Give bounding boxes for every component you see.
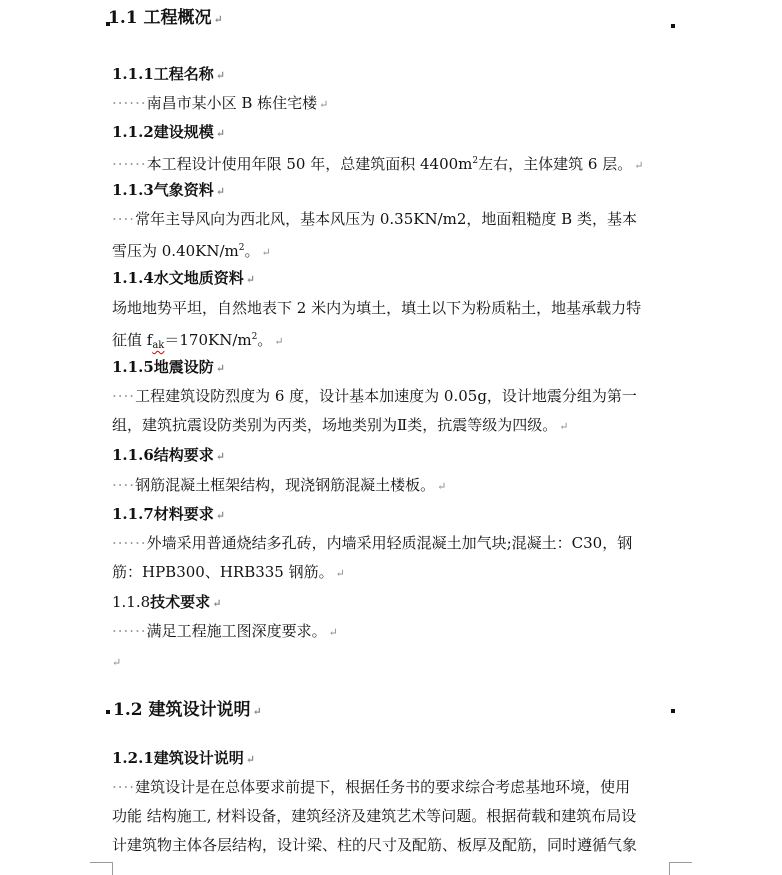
- indent-dots: ······: [112, 155, 147, 173]
- section-1-1-5-text-line-1: [112, 386, 670, 406]
- paragraph-text: 钢筋混凝土框架结构，现浇钢筋混凝土楼板。: [135, 476, 436, 494]
- heading-end-marker: [671, 709, 675, 713]
- paragraph-text: 左右，主体建筑 6 层。: [478, 155, 633, 173]
- paragraph-mark-icon: ↵: [215, 450, 225, 463]
- paragraph-mark-icon: ↵: [328, 626, 338, 639]
- section-1-1-8-heading: [112, 592, 670, 614]
- paragraph-text: 工程建筑设防烈度为 6 度，设计基本加速度为 0.05g，设计地震分组为第一: [135, 387, 637, 405]
- heading-number: 1.1: [108, 8, 138, 28]
- section-number: 1.1.8: [112, 593, 151, 611]
- section-1-1-4-text-line-2: [112, 327, 670, 356]
- paragraph-text: 雪压为 0.40KN/m: [112, 242, 239, 260]
- paragraph-text: 场地地势平坦，自然地表下 2 米内为填土，填土以下为粉质粘土，地基承载力特: [112, 299, 642, 317]
- heading-bullet-marker: [106, 710, 110, 714]
- indent-dots: ······: [112, 622, 147, 640]
- section-1-2-1-text-line-3: [112, 835, 670, 855]
- paragraph-text: 筋：HPB300、HRB335 钢筋。: [112, 563, 334, 581]
- section-1-1-7-text-line-1: [112, 533, 670, 553]
- paragraph-mark-icon: ↵: [261, 246, 271, 259]
- paragraph-mark-icon: ↵: [245, 273, 255, 286]
- paragraph-mark-icon: ↵: [215, 127, 225, 140]
- paragraph-text: 。: [257, 331, 273, 349]
- paragraph-text: 本工程设计使用年限 50 年，总建筑面积 4400m: [146, 155, 473, 173]
- section-1-1-3-heading: [112, 180, 670, 202]
- section-1-1-2-text: [112, 151, 670, 176]
- paragraph-mark-icon: ↵: [215, 509, 225, 522]
- section-number: 1.1.7: [112, 505, 154, 523]
- indent-dots: ····: [112, 387, 136, 405]
- section-number: 1.1.3: [112, 181, 154, 199]
- heading-title: 建筑设计说明: [148, 700, 251, 720]
- paragraph-text: 计建筑物主体各层结构，设计梁、柱的尺寸及配筋、板厚及配筋，同时遵循气象: [112, 836, 638, 854]
- section-1-1-1-text: [112, 93, 670, 115]
- section-1-1-5-text-line-2: [112, 415, 670, 437]
- indent-dots: ····: [112, 778, 136, 796]
- section-1-1-4-heading: [112, 268, 670, 290]
- section-title: 工程名称: [153, 65, 214, 83]
- superscript: 2: [472, 156, 479, 166]
- section-1-2-1-text-line-2: [112, 806, 670, 826]
- section-1-1-7-heading: [112, 504, 670, 526]
- paragraph-mark-icon: ↵: [215, 362, 225, 375]
- superscript: 2: [251, 332, 258, 342]
- paragraph-text: ＝170KN/m: [164, 331, 252, 349]
- section-number: 1.1.4: [112, 269, 154, 287]
- section-1-2-1-heading: [112, 748, 670, 770]
- heading-end-marker: [671, 24, 675, 28]
- paragraph-text: 满足工程施工图深度要求。: [146, 622, 327, 640]
- indent-dots: ····: [112, 476, 136, 494]
- paragraph-mark-icon: ↵: [335, 567, 345, 580]
- paragraph-mark-icon: ↵: [213, 13, 223, 26]
- section-number: 1.1.5: [112, 358, 154, 376]
- paragraph-text: 征值 f: [112, 331, 153, 349]
- paragraph-text: 。: [244, 242, 260, 260]
- paragraph-text: 南昌市某小区 B 栋住宅楼: [146, 94, 318, 112]
- section-title: 气象资料: [153, 181, 214, 199]
- section-title: 地震设防: [153, 358, 214, 376]
- section-1-1-2-heading: [112, 122, 670, 144]
- paragraph-mark-icon: ↵: [245, 753, 255, 766]
- heading-title: 工程概况: [143, 8, 212, 28]
- superscript: 2: [238, 243, 245, 253]
- section-1-1-1-heading: [112, 64, 670, 86]
- indent-dots: ······: [112, 94, 147, 112]
- paragraph-mark-icon: ↵: [252, 705, 262, 718]
- paragraph-text: 外墙采用普通烧结多孔砖，内墙采用轻质混凝土加气块;混凝土：C30，钢: [146, 534, 633, 552]
- section-title: 水文地质资料: [153, 269, 244, 287]
- section-title: 材料要求: [153, 505, 214, 523]
- subscript: ak: [152, 340, 165, 351]
- section-title: 技术要求: [150, 593, 211, 611]
- section-1-1-5-heading: [112, 357, 670, 379]
- heading-number: 1.2: [113, 700, 143, 720]
- indent-dots: ····: [112, 210, 136, 228]
- paragraph-text: 建筑设计是在总体要求前提下，根据任务书的要求综合考虑基地环境，使用: [135, 778, 631, 796]
- section-1-1-3-text-line-2: [112, 238, 670, 263]
- paragraph-mark-icon: ↵: [112, 656, 122, 669]
- paragraph-mark-icon: ↵: [437, 480, 447, 493]
- paragraph-text: 常年主导风向为西北风，基本风压为 0.35KN/m2，地面粗糙度 B 类，基本: [135, 210, 637, 228]
- empty-paragraph: [112, 651, 670, 673]
- indent-dots: ······: [112, 534, 147, 552]
- heading-1-1: [108, 8, 670, 30]
- page-margin-corner-right: [669, 862, 692, 875]
- section-number: 1.1.6: [112, 446, 154, 464]
- paragraph-mark-icon: ↵: [559, 420, 569, 433]
- paragraph-mark-icon: ↵: [634, 159, 644, 172]
- section-number: 1.1.1: [112, 65, 154, 83]
- heading-1-2: [113, 700, 670, 722]
- paragraph-mark-icon: ↵: [274, 335, 284, 348]
- paragraph-mark-icon: ↵: [212, 597, 222, 610]
- paragraph-text: 功能 结构施工, 材料设备，建筑经济及建筑艺术等问题。根据荷载和建筑布局设: [112, 807, 637, 825]
- section-1-1-6-heading: [112, 445, 670, 467]
- section-1-1-4-text-line-1: [112, 298, 670, 318]
- section-title: 结构要求: [153, 446, 214, 464]
- page-margin-corner-left: [90, 862, 113, 875]
- section-1-1-7-text-line-2: [112, 562, 670, 584]
- paragraph-mark-icon: ↵: [319, 98, 329, 111]
- section-1-1-3-text-line-1: [112, 209, 670, 229]
- section-1-1-6-text: [112, 475, 670, 497]
- paragraph-mark-icon: ↵: [215, 185, 225, 198]
- section-number: 1.2.1: [112, 749, 154, 767]
- section-1-1-8-text: [112, 621, 670, 643]
- paragraph-mark-icon: ↵: [215, 69, 225, 82]
- section-title: 建筑设计说明: [153, 749, 244, 767]
- section-1-2-1-text-line-1: [112, 777, 670, 797]
- paragraph-text: 组，建筑抗震设防类别为丙类，场地类别为Ⅱ类，抗震等级为四级。: [112, 416, 558, 434]
- section-title: 建设规模: [153, 123, 214, 141]
- section-number: 1.1.2: [112, 123, 154, 141]
